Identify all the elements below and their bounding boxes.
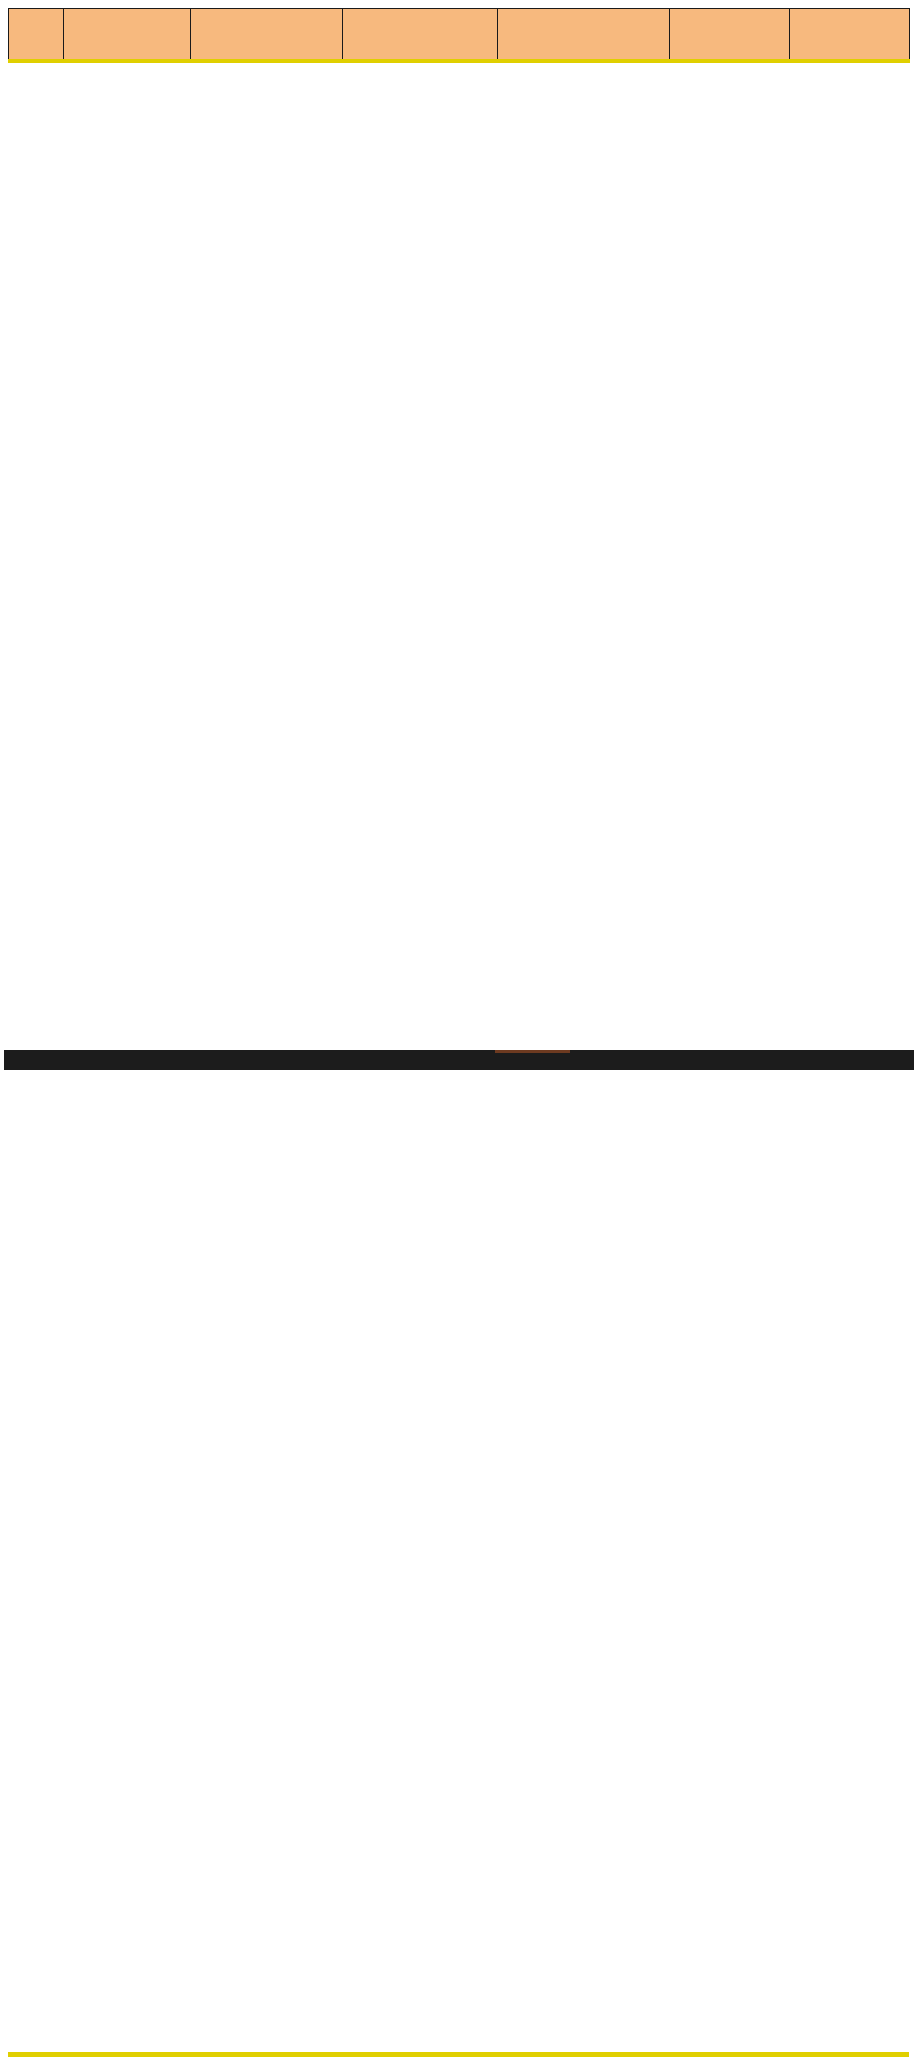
header-price-per-m [670, 9, 790, 62]
page-divider-mark [495, 1050, 570, 1053]
header-specification [343, 9, 498, 62]
table-bottom-rule [8, 2052, 909, 2057]
header-application [498, 9, 670, 62]
table-header [9, 9, 910, 62]
header-price-per-m2 [790, 9, 910, 62]
header-image [191, 9, 343, 62]
header-product-code [64, 9, 191, 62]
header-stt [9, 9, 64, 62]
page-divider [4, 1050, 914, 1070]
price-table-top [8, 8, 910, 63]
